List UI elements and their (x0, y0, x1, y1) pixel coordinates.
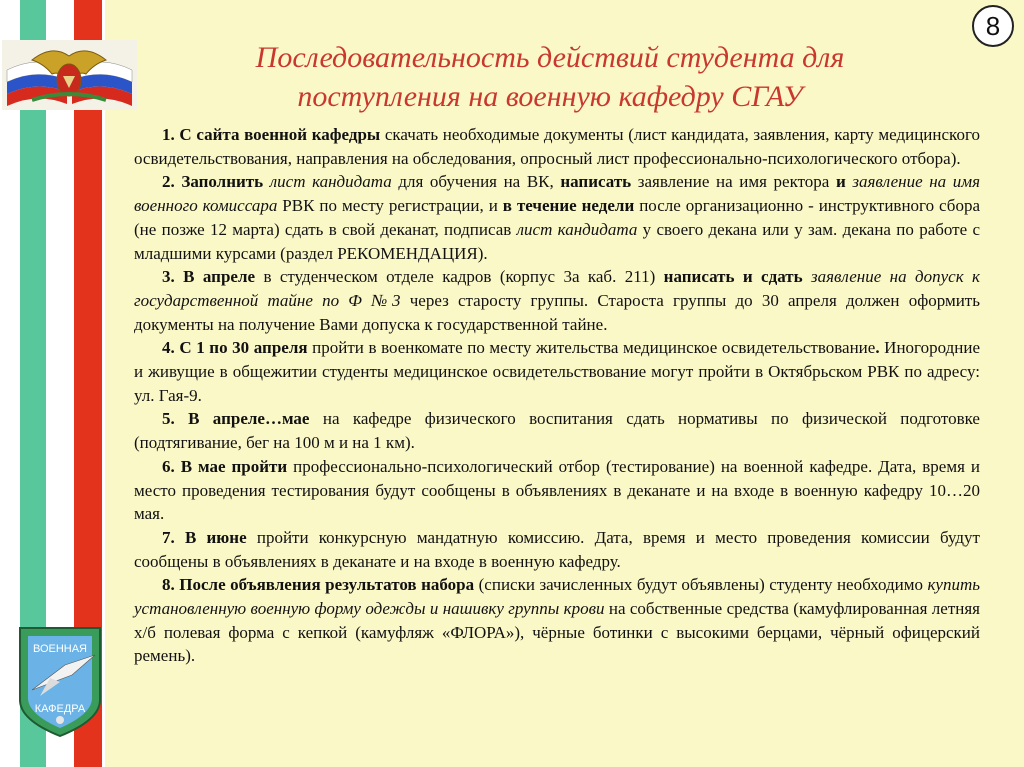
instruction-text: в студенческом отделе кадров (корпус 3а каб. 211) (255, 267, 664, 287)
slide-title: Последовательность действий студента для поступления на военную кафедру СГАУ (255, 41, 845, 113)
instruction-text: скачать необходимые документы (лист кандидата, заявления, карту медицинского освидетельствования, направления на обследования, опросный лист профессионально-психологического отбора). (134, 125, 980, 168)
instructions-list (134, 123, 980, 668)
instruction-text: после организационно - инструктивного сбора (не позже 12 марта) сдать в свой деканат, подписав (134, 196, 980, 239)
page-number-badge: 8 (972, 5, 1014, 47)
instruction-text: для обучения на ВК, (391, 172, 561, 192)
instruction-item-3 (134, 265, 980, 336)
instruction-text: у своего декана или у зам. декана по работе с младшими курсами (раздел РЕКОМЕНДАЦИЯ). (134, 219, 980, 263)
instruction-text: 6. В мае пройти (162, 456, 288, 476)
instruction-text: Иногородние и живущие в общежитии студенты медицинское освидетельствование могут пройти в Октябрьском РВК по адресу: ул. Гая-9. (134, 338, 980, 405)
instruction-item-6 (134, 455, 980, 526)
instruction-text: профессионально-психологический отбор (тестирование) на военной кафедре. Дата, время и место проведения тестирования будут сообщены в объявлениях в деканате и на входе в военную кафедру 10…20 мая. (134, 456, 980, 524)
instruction-text: написать (560, 172, 632, 192)
instruction-text: на собственные средства (камуфлированная летняя х/б полевая форма с кепкой (камуфляж «ФЛОРА»), чёрные ботинки с высокими берцами, чёрный офицерский ремень). (134, 599, 980, 666)
instruction-text: лист кандидата (269, 172, 392, 192)
instruction-text: в течение недели (502, 196, 635, 216)
instruction-text: 1. С сайта военной кафедры (162, 125, 381, 144)
instruction-text: 5. В апреле…мае (162, 409, 310, 429)
flag-emblem-logo (2, 40, 137, 110)
instruction-text: на кафедре физического воспитания сдать нормативы по физической подготовке (подтягивание, бег на 100 м и на 1 км). (134, 409, 980, 453)
instruction-text: (списки зачисленных будут объявлены) студенту необходимо (474, 575, 928, 595)
instruction-text: пройти конкурсную мандатную комиссию. Дата, время и место проведения комиссии будут сообщены в объявлениях в деканате и на входе в военную кафедру. (134, 527, 980, 571)
instruction-text: заявление на имя военного комиссара (134, 172, 981, 216)
instruction-text: заявление на имя ректора (631, 172, 836, 192)
instruction-text: купить установленную военную форму одежды и нашивку группы крови (134, 575, 980, 619)
instruction-text (263, 172, 270, 191)
instruction-text: и (835, 172, 846, 192)
instruction-text: лист кандидата (516, 219, 638, 239)
svg-text:КАФЕДРА: КАФЕДРА (34, 703, 86, 715)
instruction-item-7 (134, 526, 980, 573)
instruction-text: через старосту группы. Староста группы до 30 апреля должен оформить документы на получение Вами допуска к государственной тайне. (134, 290, 980, 334)
instruction-text: пройти в военкомате по месту жительства медицинское освидетельствование (307, 338, 876, 358)
svg-text:ВОЕННАЯ: ВОЕННАЯ (32, 643, 88, 655)
instruction-text: . (875, 338, 880, 358)
military-department-badge-logo (10, 620, 110, 740)
instruction-text: 8. После объявления результатов набора (162, 575, 475, 595)
instruction-text: написать и сдать (663, 267, 803, 287)
instruction-item-1 (134, 123, 980, 170)
instruction-text: 2. Заполнить (162, 172, 264, 192)
instruction-item-5 (134, 407, 980, 454)
instruction-item-4 (134, 336, 980, 407)
instruction-text: 7. В июне (162, 527, 247, 547)
instruction-text (803, 267, 811, 286)
instruction-item-8 (134, 573, 980, 668)
instruction-text: 3. В апреле (162, 267, 256, 287)
instruction-text: РВК по месту регистрации, и (277, 196, 503, 216)
instruction-text: заявление на допуск к государственной тайне по Ф №3 (134, 267, 981, 310)
instruction-item-2 (134, 170, 980, 265)
instruction-text: 4. С 1 по 30 апреля (162, 338, 308, 358)
